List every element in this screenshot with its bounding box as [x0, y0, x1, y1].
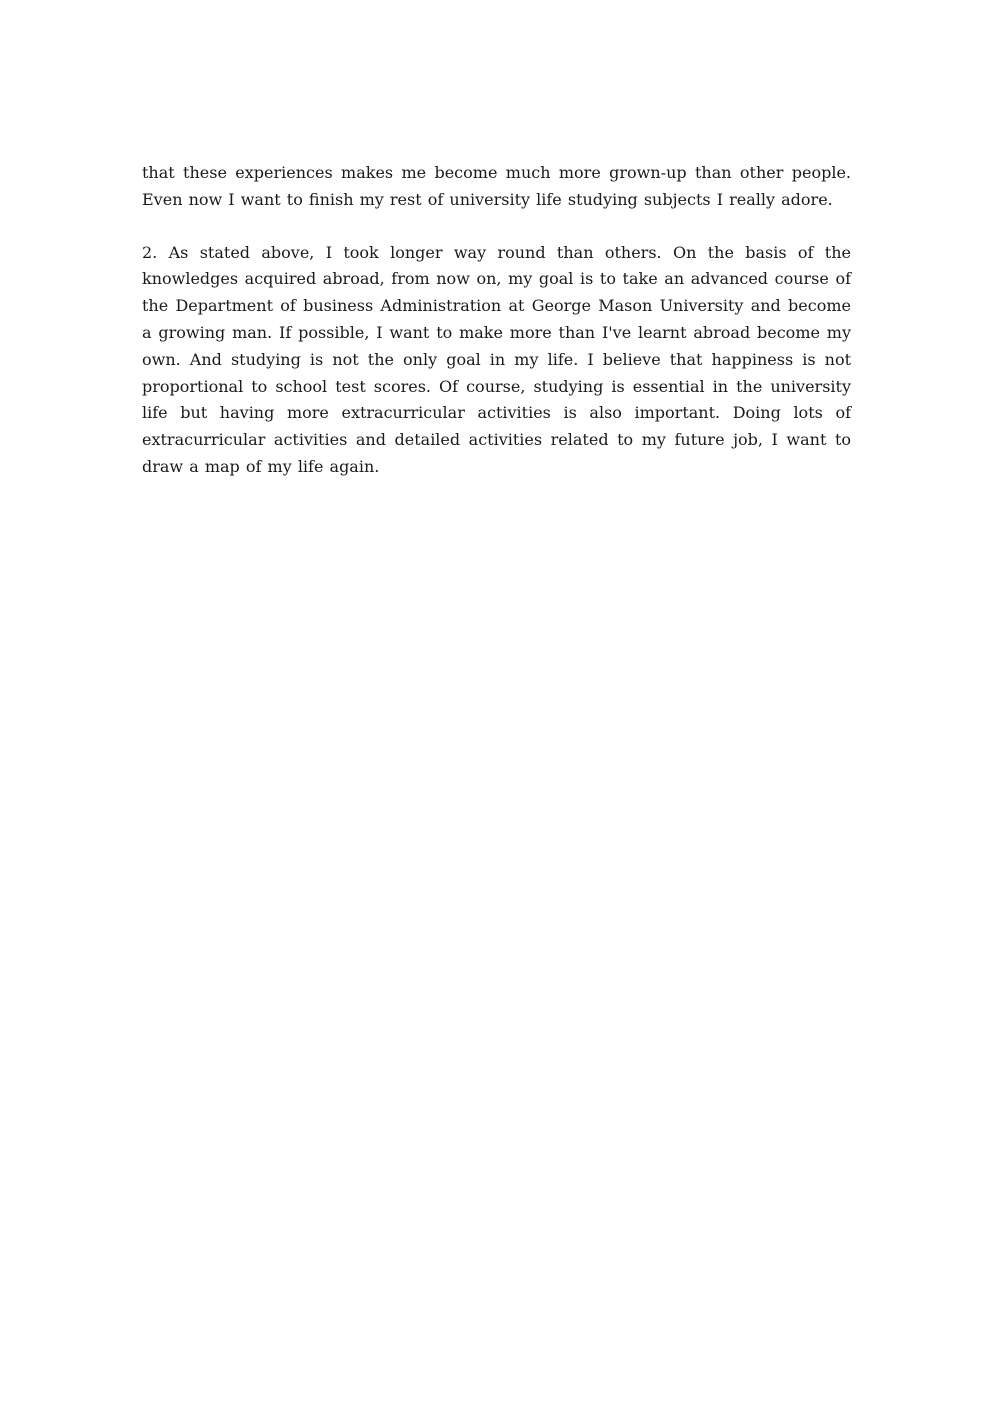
paragraph-continuation: that these experiences makes me become much more grown-up than other people. Even now I want to finish my rest of university life studying subjects I really adore. — [142, 163, 851, 209]
paragraph-item-2: 2. As stated above, I took longer way round than others. On the basis of the knowledges acquired abroad, from now on, my goal is to take an advanced course of the Department of business Administration at George Mason University and become a growing man. If possible, I want to make more than I've learnt abroad become my own. And studying is not the only goal in my life. I believe that happiness is not proportional to school test scores. Of course, studying is essential in the university life but having more extracurricular activities is also important. Doing lots of extracurricular activities and detailed activities related to my future job, I want to draw a map of my life again. — [142, 242, 851, 476]
document-body — [142, 160, 851, 481]
